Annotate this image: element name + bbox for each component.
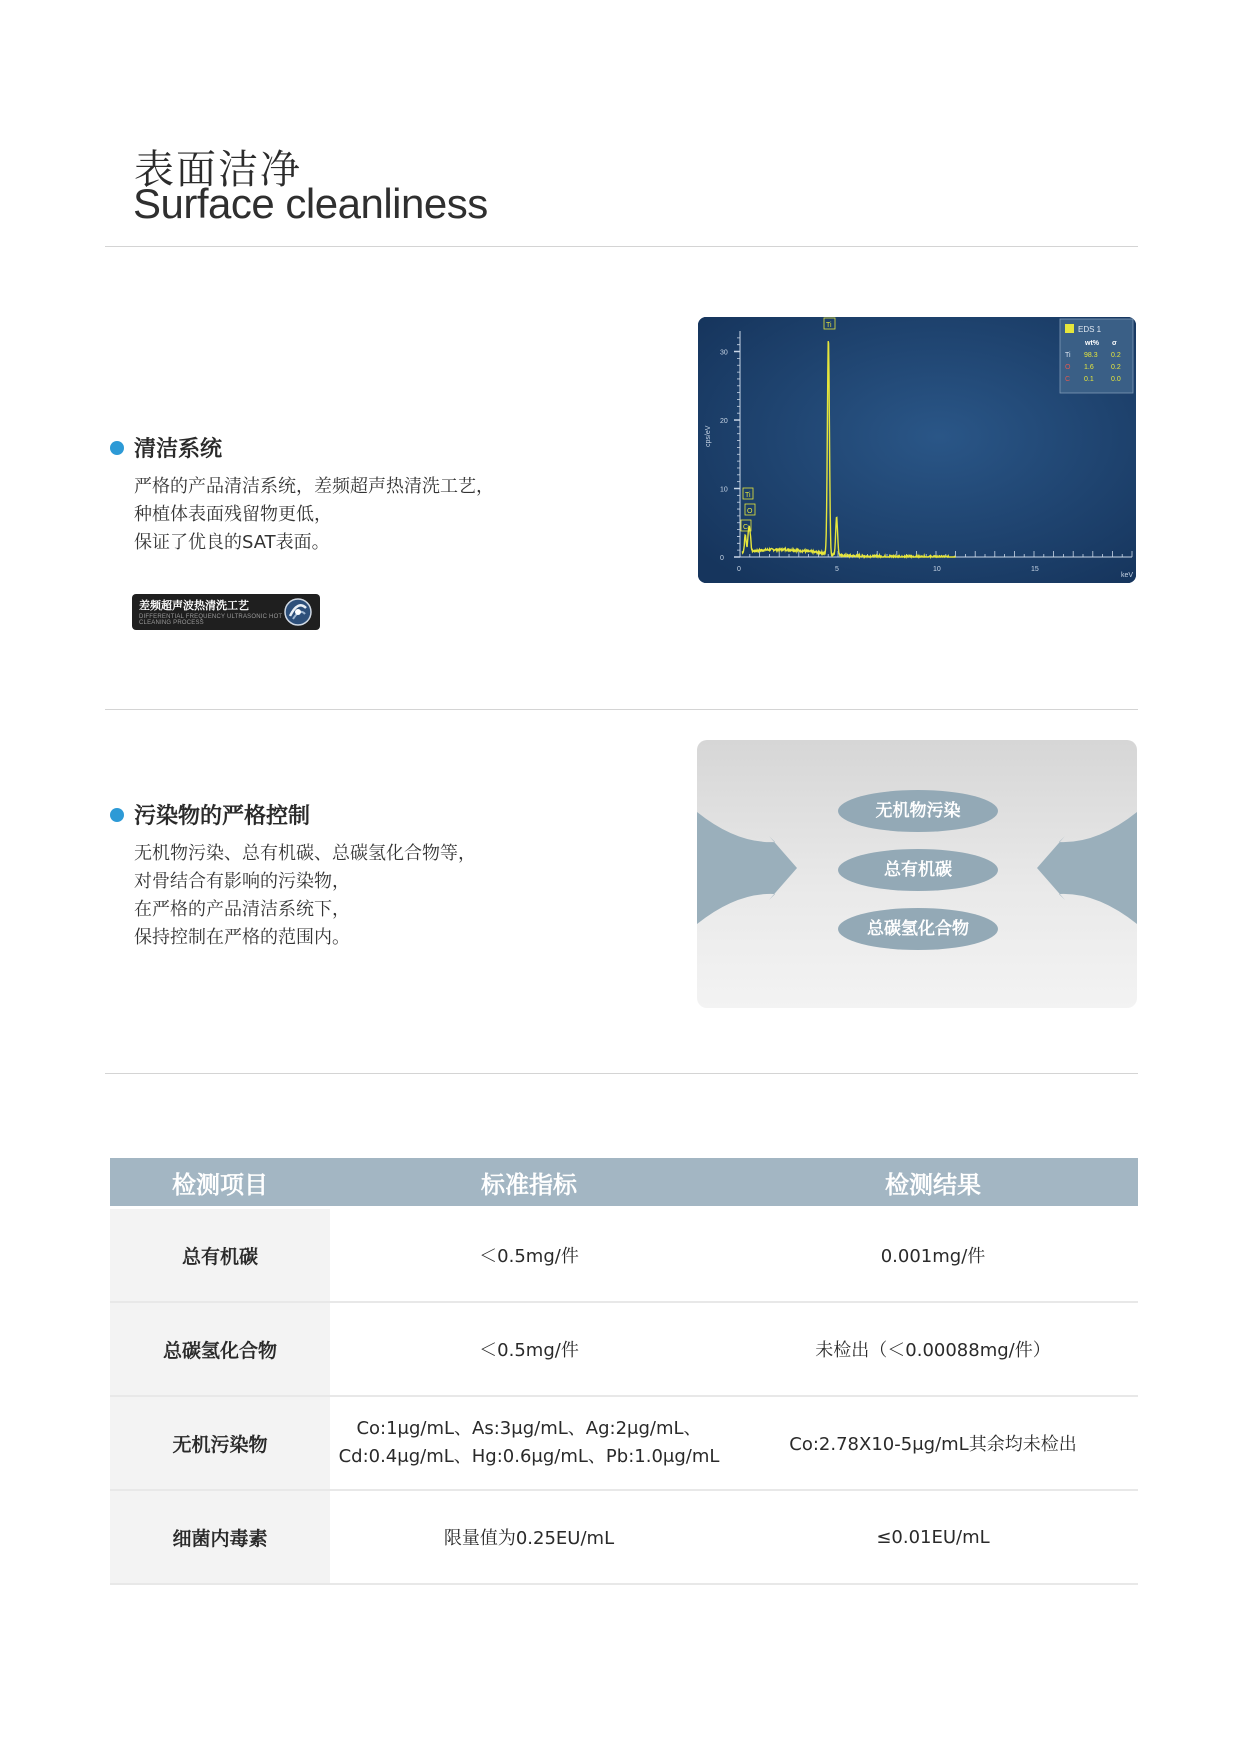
right-arrow-icon: [1037, 812, 1137, 924]
svg-text:Ti: Ti: [826, 322, 832, 329]
y-tick-label: 10: [720, 486, 728, 494]
svg-text:Ti: Ti: [745, 492, 751, 499]
header-result: 检测结果: [728, 1158, 1138, 1208]
divider: [105, 246, 1138, 247]
eds-legend: [1060, 319, 1133, 393]
svg-text:O: O: [1065, 364, 1071, 371]
section-text-line: 对骨结合有影响的污染物，: [134, 871, 350, 892]
x-axis-unit: keV: [1121, 572, 1134, 579]
table-header-row: [110, 1158, 1138, 1208]
y-tick-label: 30: [720, 349, 728, 357]
cell-standard: 限量值为0.25EU/mL: [330, 1490, 728, 1584]
header-item: 检测项目: [110, 1158, 330, 1208]
section-text-line: 严格的产品清洁系统，差频超声热清洗工艺，: [134, 476, 494, 497]
bullet-dot: [110, 441, 124, 455]
x-tick-label: 10: [933, 566, 941, 573]
svg-text:0.2: 0.2: [1111, 352, 1121, 359]
page-title-en: Surface cleanliness: [133, 180, 488, 227]
y-tick-label: 20: [720, 418, 728, 426]
badge-subtitle: CLEANING PROCESS: [139, 620, 204, 626]
svg-text:0.0: 0.0: [1111, 376, 1121, 383]
cell-result: Co:2.78X10-5μg/mL其余均未检出: [728, 1396, 1138, 1490]
badge-title: 差频超声波热清洗工艺: [139, 599, 249, 612]
svg-text:σ: σ: [1112, 340, 1117, 347]
y-tick-label: 0: [720, 555, 724, 562]
eds-spectrum-chart: [698, 317, 1136, 583]
section-text-line: 在严格的产品清洁系统下，: [134, 899, 350, 920]
cell-item: 总有机碳: [110, 1208, 330, 1303]
svg-text:EDS 1: EDS 1: [1078, 325, 1102, 334]
svg-text:0.1: 0.1: [1084, 376, 1094, 383]
header-standard: 标准指标: [330, 1158, 728, 1208]
cell-standard-line: Co:1μg/mL、As:3μg/mL、Ag:2μg/mL、: [356, 1418, 702, 1439]
divider: [105, 1073, 1138, 1074]
table-row: [110, 1396, 1138, 1490]
cell-result: 0.001mg/件: [728, 1208, 1138, 1303]
pill-inorganic: 无机物污染: [838, 790, 998, 832]
eds-spectrum-panel: [698, 317, 1136, 583]
test-results-table: [110, 1158, 1138, 1585]
y-axis-unit: cps/eV: [705, 425, 712, 447]
pill-hydrocarbons: 总碳氢化合物: [838, 908, 998, 950]
cell-standard-line: Cd:0.4μg/mL、Hg:0.6μg/mL、Pb:1.0μg/mL: [338, 1446, 720, 1467]
table-row: [110, 1490, 1138, 1584]
x-tick-label: 15: [1031, 566, 1039, 573]
svg-text:Ti: Ti: [1065, 352, 1071, 359]
section-text-line: 保证了优良的SAT表面。: [134, 532, 330, 553]
cell-item: 总碳氢化合物: [110, 1302, 330, 1396]
section-title-cleaning: 清洁系统: [134, 437, 223, 462]
x-tick-label: 5: [835, 566, 839, 573]
contaminant-diagram: [697, 740, 1137, 1008]
svg-text:wt%: wt%: [1085, 340, 1099, 347]
cell-result: 未检出（＜0.00088mg/件）: [728, 1302, 1138, 1396]
cell-result: ≤0.01EU/mL: [728, 1490, 1138, 1584]
svg-text:1.6: 1.6: [1084, 364, 1094, 371]
section-title-contaminants: 污染物的严格控制: [134, 804, 311, 829]
x-tick-label: 0: [737, 566, 741, 573]
svg-text:0.2: 0.2: [1111, 364, 1121, 371]
bullet-dot: [110, 808, 124, 822]
svg-text:C: C: [1065, 376, 1071, 383]
ultrasonic-wave-icon: [276, 594, 316, 630]
svg-text:98.3: 98.3: [1084, 352, 1098, 359]
divider: [105, 709, 1138, 710]
table-row: [110, 1302, 1138, 1396]
svg-text:O: O: [747, 508, 753, 515]
cell-item: 细菌内毒素: [110, 1490, 330, 1584]
cell-standard: ＜0.5mg/件: [330, 1208, 728, 1303]
cell-standard: [330, 1396, 728, 1490]
cell-standard: ＜0.5mg/件: [330, 1302, 728, 1396]
pill-toc: 总有机碳: [838, 849, 998, 891]
process-badge: [132, 594, 320, 630]
badge-subtitle: DIFFERENTIAL FREQUENCY ULTRASONIC HOT: [139, 614, 283, 620]
svg-text:C: C: [743, 524, 749, 531]
table-row: [110, 1208, 1138, 1303]
left-arrow-icon: [697, 812, 797, 924]
section-text-line: 种植体表面残留物更低，: [134, 504, 332, 525]
cell-item: 无机污染物: [110, 1396, 330, 1490]
section-text-line: 无机物污染、总有机碳、总碳氢化合物等，: [134, 843, 476, 864]
section-text-line: 保持控制在严格的范围内。: [134, 927, 350, 948]
page-title-cn: 表面洁净: [134, 147, 302, 193]
